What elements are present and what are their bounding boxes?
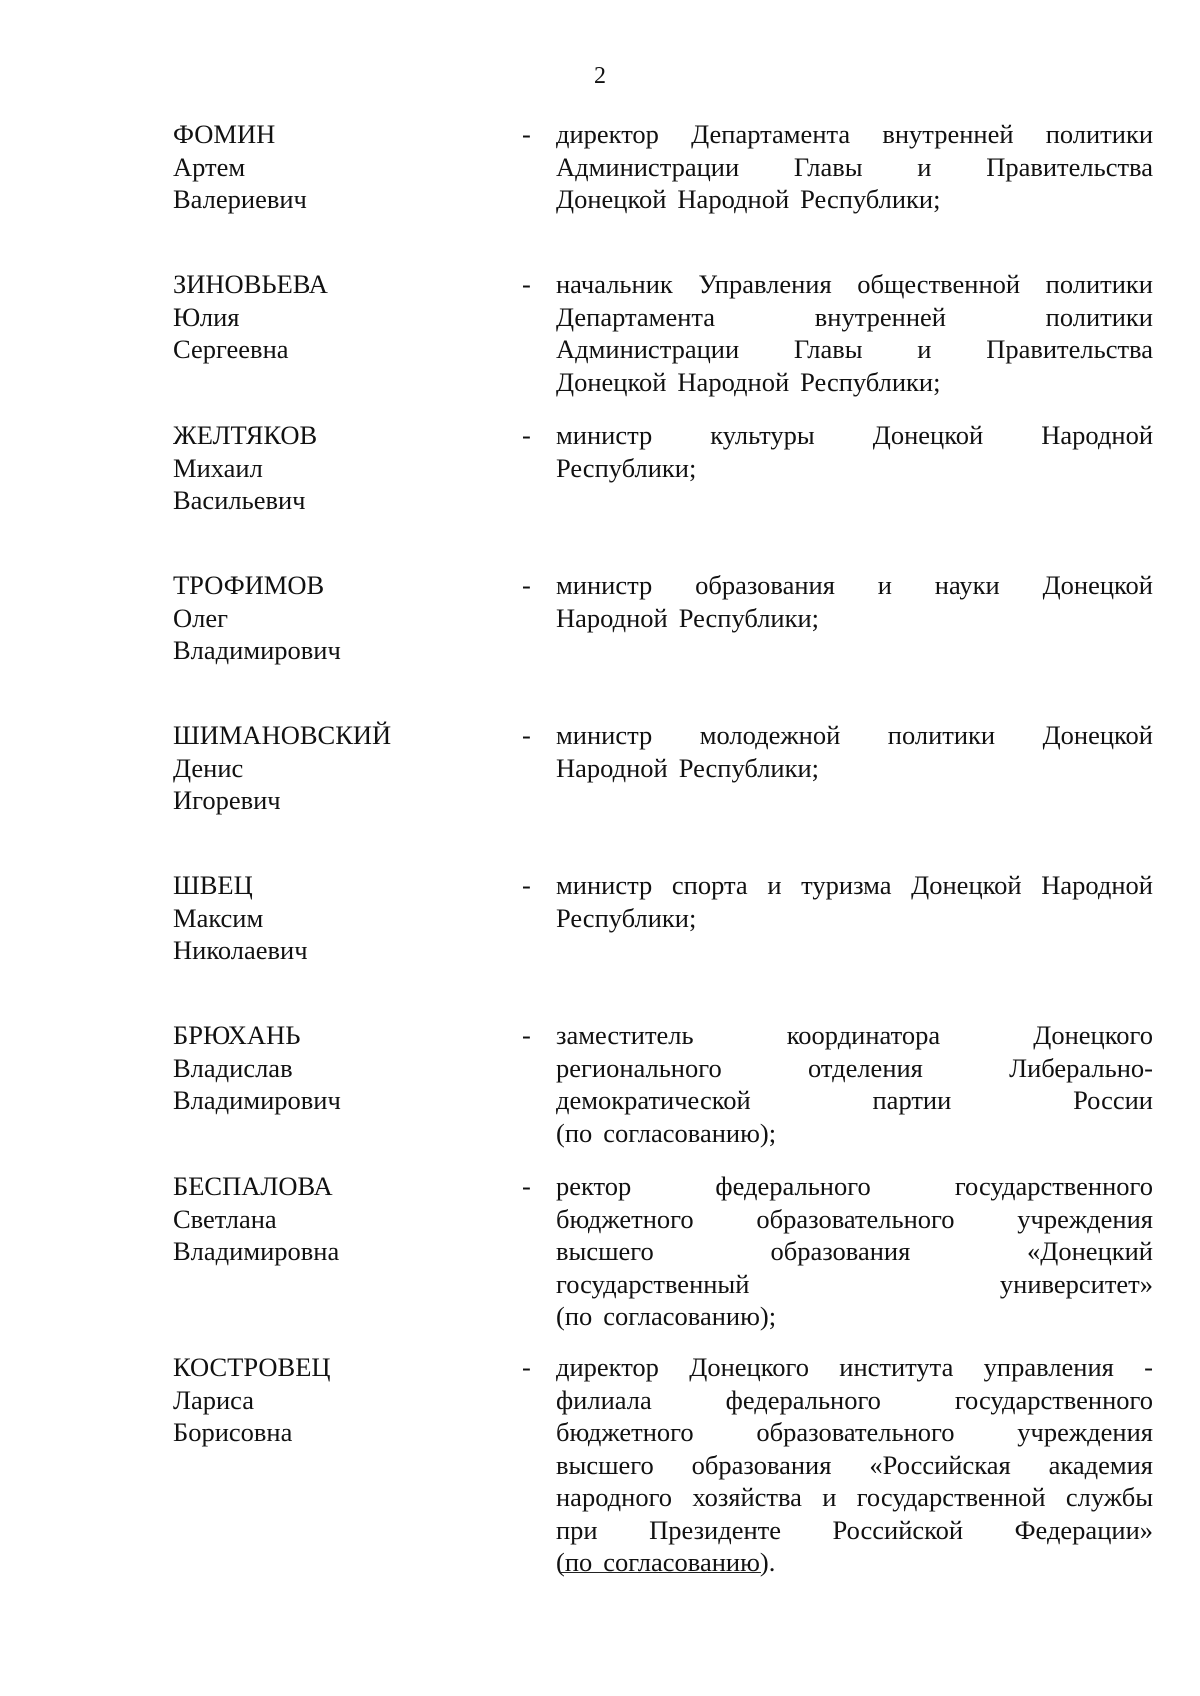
member-first-name: Лариса	[173, 1384, 255, 1415]
member-position	[556, 419, 1153, 484]
entry-dash: -	[522, 1352, 531, 1382]
position-word: Федерации»	[1014, 1514, 1153, 1545]
member-name	[173, 1351, 503, 1449]
position-line	[556, 1481, 1153, 1514]
position-line	[556, 1449, 1153, 1482]
position-word: России	[1073, 1085, 1153, 1115]
member-position	[556, 1019, 1153, 1149]
member-patronymic: Сергеевна	[173, 334, 289, 364]
member-name	[173, 419, 503, 517]
member-patronymic: Владимировна	[173, 1236, 340, 1266]
member-first-name: Денис	[173, 752, 244, 783]
position-line	[556, 602, 1153, 635]
position-word: образовательного	[756, 1203, 955, 1234]
member-patronymic: Валериевич	[173, 184, 307, 214]
position-word: Администрации	[556, 151, 740, 182]
position-word: согласованию);	[603, 1117, 777, 1148]
position-word: Республики;	[800, 184, 941, 214]
position-word: политики	[1045, 119, 1153, 149]
position-word: и	[822, 1482, 837, 1512]
position-word: общественной	[857, 269, 1021, 299]
position-line	[556, 1117, 1153, 1150]
member-surname: ЗИНОВЬЕВА	[173, 269, 328, 299]
position-word: регионального	[556, 1052, 722, 1083]
member-entry	[0, 569, 1200, 719]
position-line	[556, 1268, 1153, 1301]
position-line	[556, 1052, 1153, 1085]
position-word: государственного	[954, 1384, 1153, 1415]
position-line	[556, 902, 1153, 935]
member-first-name: Олег	[173, 602, 228, 633]
position-word: учреждения	[1017, 1203, 1153, 1234]
position-word: (по	[556, 1117, 593, 1148]
member-name	[173, 869, 503, 967]
position-word: «Российская	[869, 1449, 1011, 1480]
member-patronymic: Васильевич	[173, 485, 306, 515]
entry-dash: -	[522, 720, 531, 750]
position-word: Либерально-	[1009, 1052, 1153, 1083]
position-word: Республики;	[556, 452, 697, 483]
position-word: министр	[556, 570, 653, 600]
member-position	[556, 1351, 1153, 1579]
position-line	[556, 183, 1153, 216]
position-word: университет»	[999, 1268, 1153, 1299]
position-word: образования	[770, 1236, 911, 1266]
position-word: Донецкого	[1033, 1020, 1153, 1050]
position-word: Администрации	[556, 334, 740, 364]
position-word: образования	[695, 570, 835, 600]
position-line	[556, 151, 1153, 184]
position-word: Правительства	[986, 151, 1153, 182]
entry-dash: -	[522, 570, 531, 600]
member-surname: БРЮХАНЬ	[173, 1020, 301, 1050]
position-word: Управления	[698, 269, 832, 299]
position-word: директор	[556, 1352, 659, 1382]
position-word: и	[877, 570, 892, 600]
member-list	[0, 118, 1200, 1577]
position-line	[556, 1416, 1153, 1449]
position-word: Главы	[793, 334, 863, 364]
position-word: (по	[556, 1301, 593, 1331]
position-line	[556, 268, 1153, 301]
position-word: Главы	[793, 151, 863, 182]
member-first-name: Юлия	[173, 301, 240, 332]
member-patronymic: Борисовна	[173, 1417, 293, 1447]
member-position	[556, 569, 1153, 634]
position-word: Народной	[556, 602, 668, 633]
member-surname: КОСТРОВЕЦ	[173, 1352, 331, 1382]
position-word: Департамента	[691, 119, 851, 149]
closing-rule	[561, 1572, 761, 1573]
position-line	[556, 719, 1153, 752]
position-word: внутренней	[814, 301, 946, 332]
position-word: высшего	[556, 1449, 654, 1480]
position-word: академия	[1048, 1449, 1153, 1480]
position-word: управления	[983, 1352, 1114, 1382]
member-first-name: Максим	[173, 902, 264, 933]
position-word: Народной	[1041, 420, 1153, 450]
entry-dash: -	[522, 870, 531, 900]
position-word: культуры	[710, 420, 815, 450]
position-line	[556, 869, 1153, 902]
member-entry	[0, 1019, 1200, 1170]
member-name	[173, 719, 503, 817]
position-line	[556, 1351, 1153, 1384]
member-position	[556, 869, 1153, 934]
position-word: политики	[1045, 269, 1153, 299]
position-line	[556, 1203, 1153, 1236]
position-word: директор	[556, 119, 659, 149]
position-word: хозяйства	[692, 1482, 802, 1512]
position-word: народного	[556, 1482, 673, 1512]
member-name	[173, 1170, 503, 1268]
member-name	[173, 118, 503, 216]
position-line	[556, 1084, 1153, 1117]
member-surname: ШВЕЦ	[173, 870, 253, 900]
position-word: партии	[872, 1085, 952, 1115]
position-line	[556, 569, 1153, 602]
position-word: при	[556, 1514, 598, 1545]
position-line	[556, 452, 1153, 485]
position-word: Народной	[556, 752, 668, 783]
position-word: и	[767, 870, 782, 900]
position-line	[556, 1235, 1153, 1268]
member-name	[173, 1019, 503, 1117]
position-word: Республики;	[678, 602, 820, 633]
position-word: федерального	[725, 1384, 881, 1415]
position-word: туризма	[801, 870, 892, 900]
position-word: «Донецкий	[1027, 1236, 1153, 1266]
position-line	[556, 1546, 1153, 1579]
position-word: Народной	[1041, 870, 1153, 900]
position-word: института	[839, 1352, 954, 1382]
position-word: бюджетного	[556, 1203, 694, 1234]
position-word: службы	[1065, 1482, 1153, 1512]
member-patronymic: Владимирович	[173, 635, 341, 665]
position-word: бюджетного	[556, 1417, 694, 1447]
position-word: спорта	[671, 870, 748, 900]
position-word: отделения	[807, 1052, 923, 1083]
position-word: государственного	[954, 1171, 1153, 1201]
position-word: Донецкой	[1042, 570, 1153, 600]
member-entry	[0, 869, 1200, 1019]
entry-dash: -	[522, 1171, 531, 1201]
position-word: министр	[556, 720, 653, 750]
position-word: согласованию).	[603, 1547, 776, 1577]
position-word: учреждения	[1017, 1417, 1153, 1447]
page-number: 2	[594, 63, 606, 89]
member-entry	[0, 1351, 1200, 1577]
position-word: науки	[934, 570, 1000, 600]
position-word: Российской	[832, 1514, 964, 1545]
position-word: министр	[556, 420, 653, 450]
position-line	[556, 333, 1153, 366]
position-line	[556, 1384, 1153, 1417]
position-word: Республики;	[556, 902, 697, 933]
position-word: молодежной	[699, 720, 841, 750]
position-word: -	[1144, 1352, 1153, 1382]
position-word: Республики;	[800, 366, 941, 397]
position-word: Департамента	[556, 301, 716, 332]
position-word: политики	[1045, 301, 1153, 332]
position-word: филиала	[556, 1384, 652, 1415]
member-surname: ЖЕЛТЯКОВ	[173, 420, 318, 450]
position-word: (по	[556, 1547, 593, 1577]
position-word: Донецкого	[689, 1352, 809, 1382]
position-line	[556, 1019, 1153, 1052]
position-line	[556, 1300, 1153, 1333]
entry-dash: -	[522, 119, 531, 149]
position-word: Донецкой	[556, 184, 667, 214]
entry-dash: -	[522, 269, 531, 299]
member-patronymic: Игоревич	[173, 785, 281, 815]
position-word: Донецкой	[1042, 720, 1153, 750]
member-name	[173, 569, 503, 667]
position-word: Донецкой	[872, 420, 984, 450]
position-word: начальник	[556, 269, 673, 299]
position-word: государственный	[556, 1268, 750, 1299]
member-surname: ФОМИН	[173, 119, 276, 149]
entry-dash: -	[522, 420, 531, 450]
position-word: высшего	[556, 1236, 654, 1266]
position-line	[556, 118, 1153, 151]
member-entry	[0, 419, 1200, 569]
position-word: Донецкой	[556, 366, 667, 397]
member-entry	[0, 719, 1200, 869]
member-name	[173, 268, 503, 366]
member-first-name: Владислав	[173, 1052, 293, 1083]
position-word: демократической	[556, 1085, 751, 1115]
position-line	[556, 301, 1153, 334]
member-entry	[0, 1170, 1200, 1351]
member-position	[556, 268, 1153, 398]
member-position	[556, 719, 1153, 784]
position-word: Народной	[677, 184, 790, 214]
position-word: Республики;	[678, 752, 820, 783]
position-word: Правительства	[986, 334, 1153, 364]
position-word: министр	[556, 870, 653, 900]
member-surname: ШИМАНОВСКИЙ	[173, 720, 392, 750]
member-first-name: Артем	[173, 151, 246, 182]
position-word: Донецкой	[911, 870, 1022, 900]
member-surname: ТРОФИМОВ	[173, 570, 325, 600]
position-word: внутренней	[882, 119, 1014, 149]
position-line	[556, 1514, 1153, 1547]
member-position	[556, 1170, 1153, 1333]
position-word: политики	[887, 720, 996, 750]
member-first-name: Светлана	[173, 1203, 277, 1234]
position-word: Народной	[677, 366, 790, 397]
position-word: координатора	[786, 1020, 941, 1050]
position-word: государственной	[856, 1482, 1046, 1512]
member-patronymic: Владимирович	[173, 1085, 341, 1115]
position-word: ректор	[556, 1171, 632, 1201]
entry-dash: -	[522, 1020, 531, 1050]
position-line	[556, 366, 1153, 399]
member-first-name: Михаил	[173, 452, 263, 483]
position-word: образовательного	[756, 1417, 955, 1447]
position-word: заместитель	[556, 1020, 694, 1050]
position-word: Президенте	[649, 1514, 782, 1545]
position-line	[556, 1170, 1153, 1203]
member-entry	[0, 118, 1200, 268]
position-word: образования	[691, 1449, 832, 1480]
position-word: согласованию);	[603, 1301, 777, 1331]
position-word: и	[917, 334, 932, 364]
member-entry	[0, 268, 1200, 419]
member-surname: БЕСПАЛОВА	[173, 1171, 333, 1201]
position-line	[556, 419, 1153, 452]
member-position	[556, 118, 1153, 216]
position-word: федерального	[715, 1171, 871, 1201]
member-patronymic: Николаевич	[173, 935, 308, 965]
position-word: и	[917, 151, 932, 182]
position-line	[556, 752, 1153, 785]
